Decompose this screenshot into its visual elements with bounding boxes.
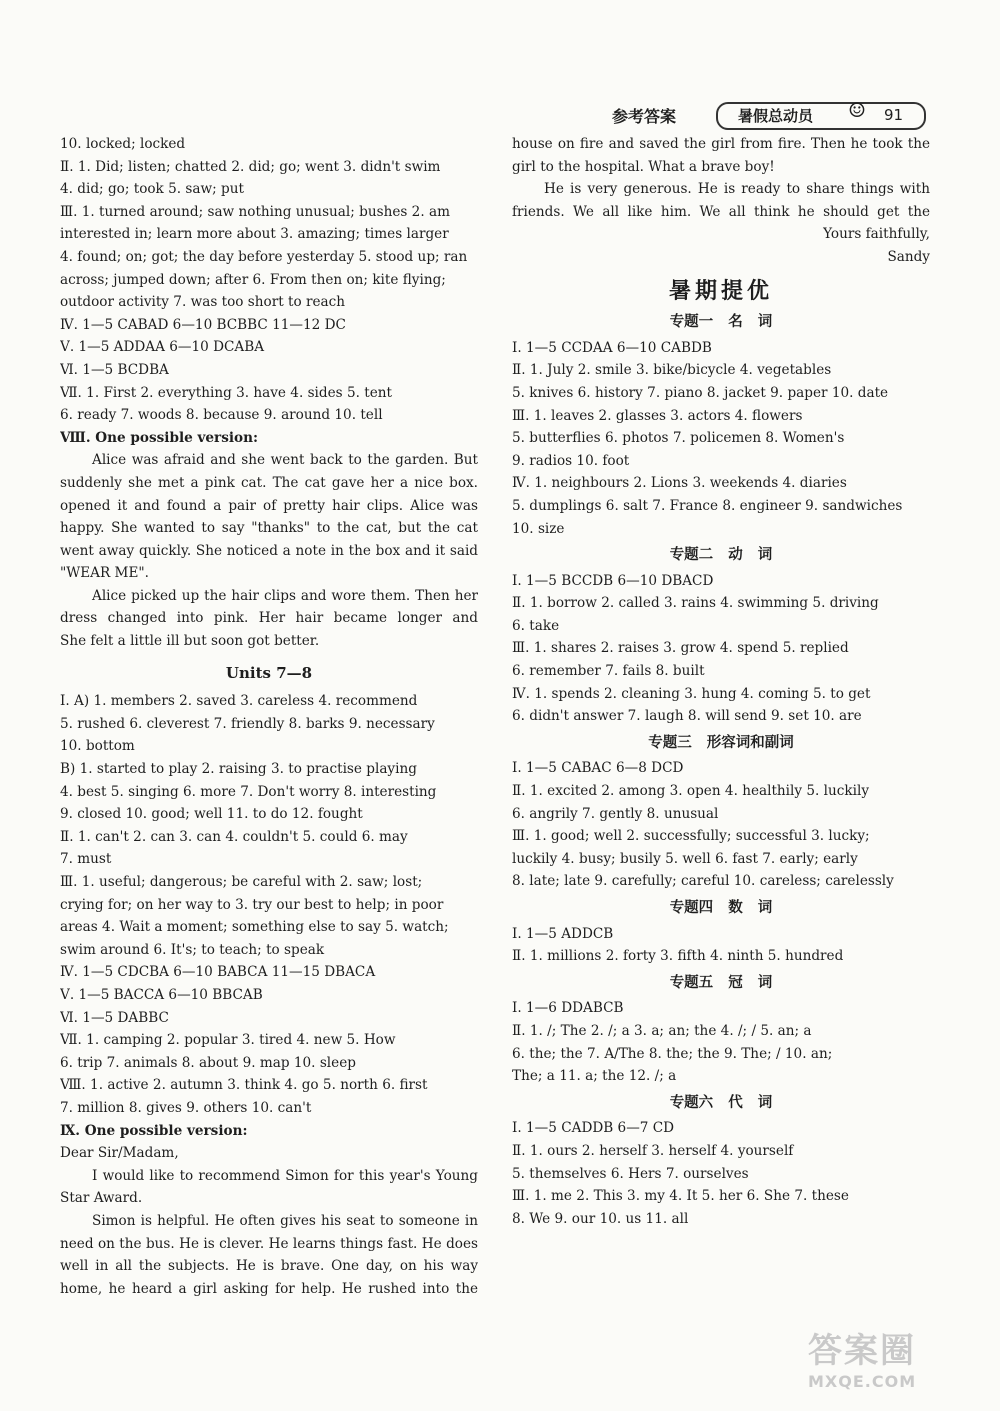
answer-line: 8. late; late 9. carefully; careful 10. careless; carelessly xyxy=(512,873,894,890)
answer-line: Ⅱ. 1. /; The 2. /; a 3. a; an; the 4. /; / 5. an; a xyxy=(512,1022,812,1039)
answer-line: Ⅰ. 1—5 CCDAA 6—10 CABDB xyxy=(512,339,712,356)
answer-line: went away quickly. She noticed a note in the box and it said xyxy=(60,542,478,559)
answer-line: areas 4. Wait a moment; something else to say 5. watch; xyxy=(60,919,449,936)
answer-line: Ⅰ. 1—5 CABAC 6—8 DCD xyxy=(512,760,684,777)
answer-line: Ⅲ. 1. good; well 2. successfully; successful 3. lucky; xyxy=(512,828,870,845)
topic-answers xyxy=(512,757,930,893)
answer-line: Simon is helpful. He often gives his seat to someone in xyxy=(92,1212,478,1229)
topic-answers xyxy=(512,923,930,968)
answer-line: Ⅶ. 1. camping 2. popular 3. tired 4. new 5. How xyxy=(60,1032,396,1049)
answer-line: home, he heard a girl asking for help. He rushed into the xyxy=(60,1280,478,1297)
brand-title: 暑假总动员 xyxy=(738,107,814,125)
letter-continuation xyxy=(512,133,930,269)
topic-heading: 专题二 动 词 xyxy=(669,547,773,564)
topic-heading: 专题三 形容词和副词 xyxy=(648,734,794,751)
answer-line: Dear Sir/Madam, xyxy=(60,1145,179,1162)
answer-line: Ⅵ. 1—5 DABBC xyxy=(60,1009,169,1026)
answer-line: 5. knives 6. history 7. piano 8. jacket 9. paper 10. date xyxy=(512,384,889,401)
answer-line: Ⅰ. 1—6 DDABCB xyxy=(512,1000,624,1017)
answer-line: Ⅰ. A) 1. members 2. saved 3. careless 4. recommend xyxy=(60,693,418,710)
answer-line: Ⅲ. 1. leaves 2. glasses 3. actors 4. flowers xyxy=(512,407,803,424)
left-column xyxy=(60,133,478,1300)
answer-line: well in all the subjects. He is brave. One day, on his way xyxy=(60,1258,478,1275)
answer-line: Ⅷ. One possible version: xyxy=(60,429,258,446)
answer-line: opened it and found a pair of pretty hair clips. Alice was xyxy=(60,497,478,514)
answer-line: Ⅲ. 1. turned around; saw nothing unusual; bushes 2. am xyxy=(60,203,450,220)
answer-line: across; jumped down; after 6. From then on; kite flying; xyxy=(60,271,446,288)
section-title: 暑期提优 xyxy=(668,278,773,304)
answer-line: 6. angrily 7. gently 8. unusual xyxy=(512,805,719,822)
topic-answers xyxy=(512,570,930,728)
answer-line: I would like to recommend Simon for this year's Young xyxy=(92,1167,478,1184)
answer-line: Ⅲ. 1. me 2. This 3. my 4. It 5. her 6. She 7. these xyxy=(512,1188,849,1205)
answer-line: interested in; learn more about 3. amazing; times larger xyxy=(60,226,449,243)
answer-line: house on fire and saved the girl from fire. Then he took the xyxy=(512,136,930,152)
answer-line: Sandy xyxy=(887,248,930,265)
topic-heading: 专题四 数 词 xyxy=(669,900,773,916)
answer-line: Alice was afraid and she went back to the garden. But xyxy=(92,452,478,469)
answer-line: Ⅰ. 1—5 CADDB 6—7 CD xyxy=(512,1120,675,1137)
answer-line: Alice picked up the hair clips and wore them. Then her xyxy=(92,587,478,604)
answer-line: Ⅱ. 1. July 2. smile 3. bike/bicycle 4. vegetables xyxy=(512,362,832,379)
answer-line: girl to the hospital. What a brave boy! xyxy=(512,158,775,175)
answer-line: 4. found; on; got; the day before yesterday 5. stood up; ran xyxy=(60,248,468,265)
left-answers-part-2 xyxy=(60,690,478,1300)
answer-line: 6. didn't answer 7. laugh 8. will send 9. set 10. are xyxy=(512,708,862,725)
answer-line: Yours faithfully, xyxy=(823,226,930,243)
answer-line: dress changed into pink. Her hair became longer and xyxy=(60,610,478,627)
answer-line: 9. closed 10. good; well 11. to do 12. fought xyxy=(60,806,363,823)
answer-line: Ⅱ. 1. excited 2. among 3. open 4. healthily 5. luckily xyxy=(512,783,869,800)
answer-line: Ⅴ. 1—5 BACCA 6—10 BBCAB xyxy=(60,986,263,1003)
answer-line: 10. size xyxy=(512,520,565,537)
answer-line: happy. She wanted to say "thanks" to the cat, but the cat xyxy=(60,520,478,537)
answer-line: He is very generous. He is ready to share things with xyxy=(544,181,930,198)
left-answers-part-1 xyxy=(60,133,478,653)
answer-line: crying for; on her way to 3. try our best to help; in poor xyxy=(60,896,444,913)
answer-line: Ⅳ. 1. spends 2. cleaning 3. hung 4. coming 5. to get xyxy=(512,685,871,702)
answer-line: outdoor activity 7. was too short to reach xyxy=(60,294,345,311)
watermark-text: 答案圈 xyxy=(808,1331,916,1371)
answer-line: Ⅱ. 1. borrow 2. called 3. rains 4. swimming 5. driving xyxy=(512,595,879,612)
answer-line: Ⅲ. 1. shares 2. raises 3. grow 4. spend 5. replied xyxy=(512,640,849,657)
answer-line: Ⅱ. 1. ours 2. herself 3. herself 4. yourself xyxy=(512,1142,794,1159)
answer-line: 6. remember 7. fails 8. built xyxy=(512,663,705,680)
answer-line: swim around 6. It's; to teach; to speak xyxy=(60,941,325,958)
right-column xyxy=(512,133,930,1230)
answer-line: Ⅸ. One possible version: xyxy=(60,1122,248,1139)
page-number: 91 xyxy=(884,106,904,124)
answer-line: Ⅰ. 1—5 BCCDB 6—10 DBACD xyxy=(512,572,714,589)
answer-line: Star Award. xyxy=(60,1190,143,1207)
topic-heading: 专题六 代 词 xyxy=(669,1094,773,1111)
answer-line: friends. We all like him. We all think he should get the xyxy=(512,203,930,220)
answer-line: 4. best 5. singing 6. more 7. Don't worry 8. interesting xyxy=(60,783,437,800)
mascot-icon: ☺ xyxy=(848,98,866,122)
answer-line: 5. dumplings 6. salt 7. France 8. engineer 9. sandwiches xyxy=(512,497,903,514)
answer-line: 6. ready 7. woods 8. because 9. around 10. tell xyxy=(60,407,383,424)
page-header xyxy=(600,98,930,132)
brand-badge xyxy=(716,98,926,130)
topic-heading: 专题五 冠 词 xyxy=(669,974,773,991)
topic-answers xyxy=(512,1117,930,1230)
answer-line: B) 1. started to play 2. raising 3. to practise playing xyxy=(60,761,417,778)
topic-answers xyxy=(512,337,930,540)
answer-line: 5. themselves 6. Hers 7. ourselves xyxy=(512,1165,749,1182)
answer-line: 10. locked; locked xyxy=(60,136,186,152)
answer-line: 7. must xyxy=(60,851,112,868)
answer-line: Ⅶ. 1. First 2. everything 3. have 4. sides 5. tent xyxy=(60,384,392,401)
answer-line: Ⅳ. 1—5 CABAD 6—10 BCBBC 11—12 DC xyxy=(60,316,346,333)
answer-line: Ⅱ. 1. millions 2. forty 3. fifth 4. ninth 5. hundred xyxy=(512,948,844,965)
watermark-url: MXQE.COM xyxy=(808,1372,917,1391)
answer-line: 6. take xyxy=(512,617,560,634)
answer-line: Ⅳ. 1. neighbours 2. Lions 3. weekends 4. diaries xyxy=(512,475,847,492)
answer-line: luckily 4. busy; busily 5. well 6. fast 7. early; early xyxy=(512,850,858,867)
answer-line: Ⅱ. 1. can't 2. can 3. can 4. couldn't 5. could 6. may xyxy=(60,828,408,845)
answer-label: 参考答案 xyxy=(612,107,677,126)
answer-line: Ⅰ. 1—5 ADDCB xyxy=(512,925,614,942)
answer-line: suddenly she met a pink cat. The cat gave her a nice box. xyxy=(60,474,478,491)
watermark-logo xyxy=(808,1323,978,1393)
answer-line: Ⅴ. 1—5 ADDAA 6—10 DCABA xyxy=(60,339,265,356)
answer-line: need on the bus. He is clever. He learns things fast. He does xyxy=(60,1235,478,1252)
answer-line: 10. bottom xyxy=(60,738,135,755)
answer-line: 7. million 8. gives 9. others 10. can't xyxy=(60,1099,312,1116)
answer-line: Ⅳ. 1—5 CDCBA 6—10 BABCA 11—15 DBACA xyxy=(60,964,376,981)
answer-line: Ⅲ. 1. useful; dangerous; be careful with 2. saw; lost; xyxy=(60,874,423,890)
answer-line: Ⅱ. 1. Did; listen; chatted 2. did; go; went 3. didn't swim xyxy=(60,158,441,175)
answer-line: Ⅷ. 1. active 2. autumn 3. think 4. go 5. north 6. first xyxy=(60,1077,428,1094)
answer-line: 4. did; go; took 5. saw; put xyxy=(60,181,244,198)
units-heading: Units 7—8 xyxy=(225,663,313,682)
answer-line: The; a 11. a; the 12. /; a xyxy=(512,1068,677,1085)
topic-heading: 专题一 名 词 xyxy=(669,314,773,331)
topics-list xyxy=(512,311,930,1230)
answer-line: She felt a little ill but soon got better. xyxy=(60,633,320,650)
answer-line: Ⅵ. 1—5 BCDBA xyxy=(60,361,169,378)
answer-line: 9. radios 10. foot xyxy=(512,452,630,469)
answer-line: 5. rushed 6. cleverest 7. friendly 8. barks 9. necessary xyxy=(60,715,435,732)
answer-line: 5. butterflies 6. photos 7. policemen 8. Women's xyxy=(512,430,845,447)
answer-line: 6. trip 7. animals 8. about 9. map 10. sleep xyxy=(60,1054,356,1071)
answer-line: 6. the; the 7. A/The 8. the; the 9. The; / 10. an; xyxy=(512,1045,833,1062)
answer-line: "WEAR ME". xyxy=(60,565,149,582)
topic-answers xyxy=(512,997,930,1087)
answer-line: 8. We 9. our 10. us 11. all xyxy=(512,1210,689,1227)
